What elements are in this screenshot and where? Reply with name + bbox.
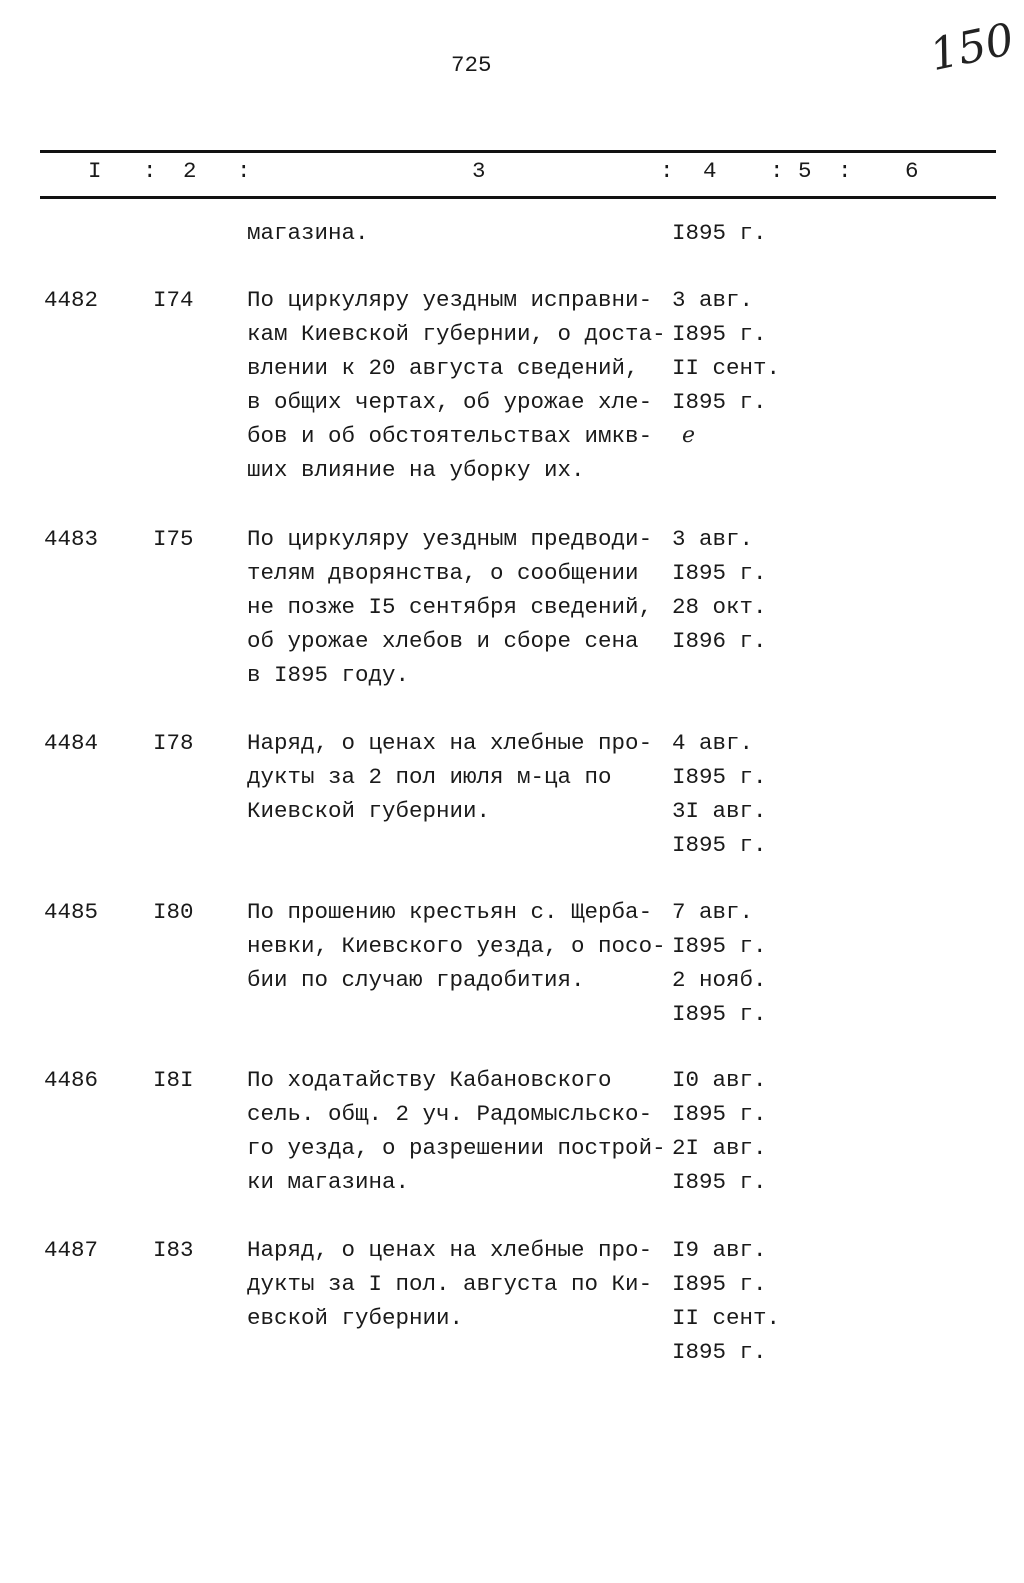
text-line: I895 г. [672,764,767,790]
text-line: I895 г. [672,1339,767,1365]
text-line: I895 г. [672,389,767,415]
entry-number: 4486 [44,1067,99,1093]
text-line: дукты за 2 пол июля м-ца по [247,764,612,790]
description [247,1063,666,1199]
text-line: Наряд, о ценах на хлебные про- [247,1237,653,1263]
dates [672,1063,767,1199]
text-line: II сент. [672,1305,781,1331]
dates [672,726,767,862]
entry-number: 4484 [44,730,99,756]
text-line: 3 авг. [672,287,754,313]
text-line: I895 г. [672,1101,767,1127]
text-line: I895 г. [672,1169,767,1195]
text-line: влении к 20 августа сведений, [247,355,639,381]
text-line: По циркуляру уездным предводи- [247,526,653,552]
handwritten-correction: е [682,423,696,448]
text-line: сель. общ. 2 уч. Радомысльско- [247,1101,653,1127]
column-header: 3 [472,158,486,184]
text-line: I895 г. [672,832,767,858]
description [247,726,652,828]
dates [672,895,767,1031]
column-header: 5 [798,158,812,184]
column-header: 2 [183,158,197,184]
text-line: 4 авг. [672,730,754,756]
entry-number: 4485 [44,899,99,925]
text-line: в I895 году. [247,662,410,688]
text-line: По циркуляру уездным исправни- [247,287,653,313]
text-line: дукты за I пол. августа по Ки- [247,1271,653,1297]
text-line: I895 г. [672,1271,767,1297]
text-line: I895 г. [672,560,767,586]
column-header: 6 [905,158,919,184]
column-separator: : [143,158,157,184]
text-line: I895 г. [672,220,767,246]
dates [672,216,767,250]
text-line: ки магазина. [247,1169,410,1195]
text-line: I0 авг. [672,1067,767,1093]
text-line: евской губернии. [247,1305,464,1331]
entry-number: 4483 [44,526,99,552]
column-separator: : [770,158,784,184]
dates [672,522,767,658]
text-line: об урожае хлебов и сборе сена [247,628,639,654]
text-line: телям дворянства, о сообщении [247,560,639,586]
text-line: кам Киевской губернии, о доста- [247,321,666,347]
description [247,216,369,250]
text-line: 3I авг. [672,798,767,824]
column-separator: : [237,158,251,184]
file-number: I80 [153,899,194,925]
text-line: 2I авг. [672,1135,767,1161]
text-line: 2 нояб. [672,967,767,993]
text-line: I895 г. [672,1001,767,1027]
text-line: 3 авг. [672,526,754,552]
header-top-rule [40,150,996,153]
text-line: го уезда, о разрешении построй- [247,1135,666,1161]
file-number: I74 [153,287,194,313]
text-line: не позже I5 сентября сведений, [247,594,653,620]
text-line: 7 авг. [672,899,754,925]
entry-number: 4482 [44,287,99,313]
page-number: 725 [451,52,492,78]
handwritten-folio-number: 150 [925,13,1019,82]
text-line: I896 г. [672,628,767,654]
description [247,283,666,487]
column-separator: : [838,158,852,184]
text-line: Киевской губернии. [247,798,491,824]
text-line: магазина. [247,220,369,246]
text-line: По прошению крестьян с. Щерба- [247,899,653,925]
file-number: I8I [153,1067,194,1093]
text-line: II сент. [672,355,781,381]
text-line: невки, Киевского уезда, о посо- [247,933,666,959]
text-line: I9 авг. [672,1237,767,1263]
text-line: I895 г. [672,321,767,347]
dates [672,283,780,419]
text-line: Наряд, о ценах на хлебные про- [247,730,653,756]
column-header: 4 [703,158,717,184]
text-line: 28 окт. [672,594,767,620]
description [247,895,666,997]
text-line: I895 г. [672,933,767,959]
file-number: I83 [153,1237,194,1263]
file-number: I78 [153,730,194,756]
description [247,1233,652,1335]
text-line: бов и об обстоятельствах имкв- [247,423,653,449]
file-number: I75 [153,526,194,552]
text-line: ших влияние на уборку их. [247,457,585,483]
description [247,522,652,692]
text-line: По ходатайству Кабановского [247,1067,612,1093]
text-line: в общих чертах, об урожае хле- [247,389,653,415]
column-header: I [88,158,102,184]
header-bottom-rule [40,196,996,199]
entry-number: 4487 [44,1237,99,1263]
column-separator: : [660,158,674,184]
dates [672,1233,780,1369]
text-line: бии по случаю градобития. [247,967,585,993]
